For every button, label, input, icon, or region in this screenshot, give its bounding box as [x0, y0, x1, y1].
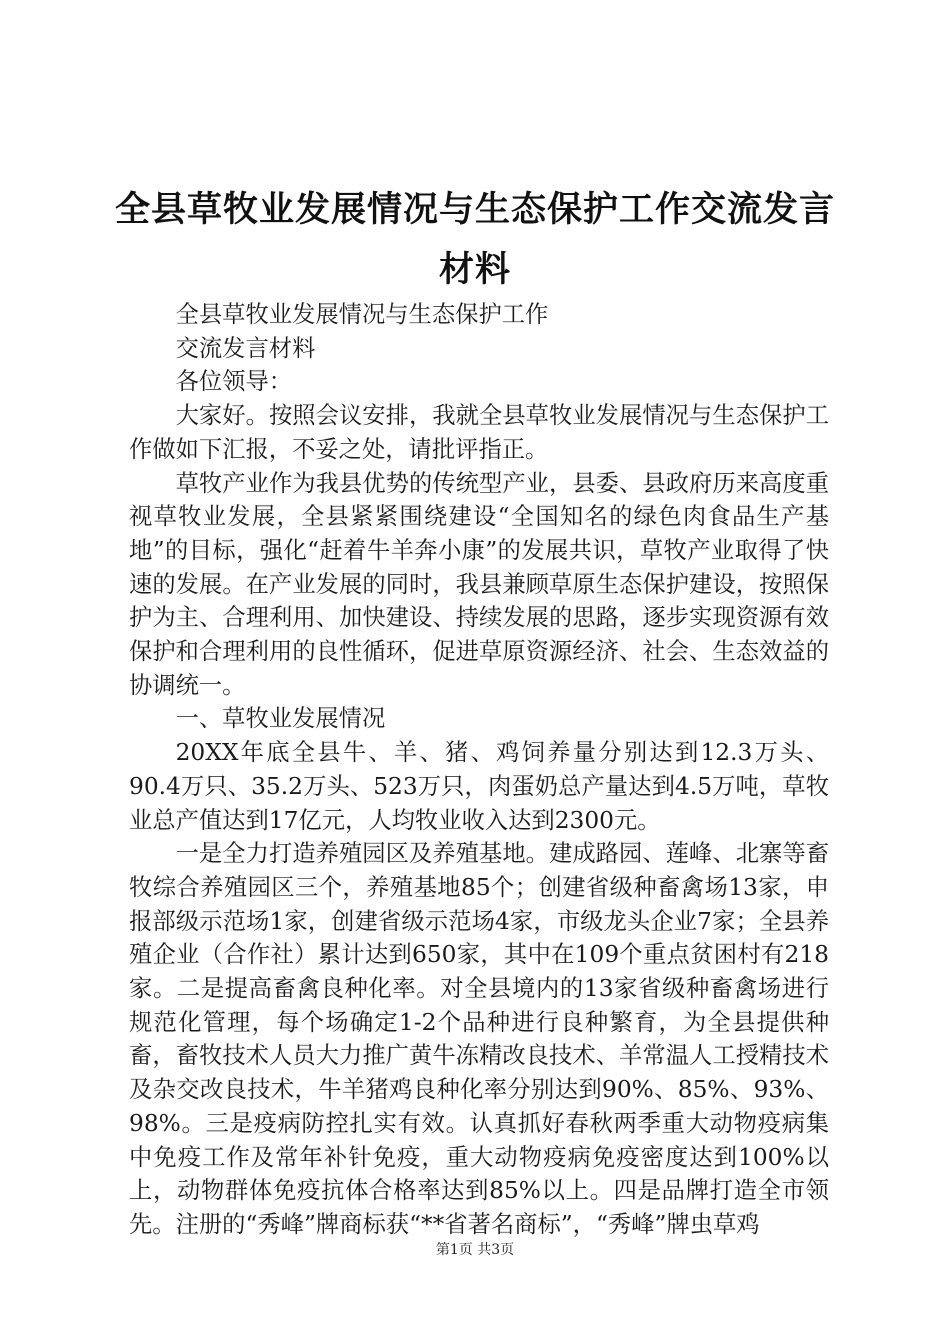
- page-footer: 第1页 共3页: [435, 1242, 515, 1258]
- section-heading: 一、草牧业发展情况: [175, 705, 386, 733]
- document-title-line-1: 全县草牧业发展情况与生态保护工作交流发言: [114, 190, 835, 230]
- salutation: 各位领导：: [175, 368, 293, 396]
- body-paragraph: 全县草牧业发展情况与生态保护工作: [175, 301, 549, 328]
- body-paragraph: 交流发言材料: [175, 334, 316, 362]
- body-paragraph: 草牧产业作为我县优势的传统型产业，县委、县政府历来高度重视草牧业发展，全县紧紧围绕建设“全国知名的绿色肉食品生产基地”的目标，强化“赶着牛羊奔小康”的发展共识，草牧产业取得了快速的发展。在产业发展的同时，我县兼顾草原生态保护建设，按照保护为主、合理利用、加快建设、持续发展的思路，逐步实现资源有效保护和合理利用的良性循环，促进草原资源经济、社会、生态效益的协调统一。: [129, 469, 829, 699]
- body-paragraph: 一是全力打造养殖园区及养殖基地。建成路园、莲峰、北寨等畜牧综合养殖园区三个，养殖基地85个；创建省级种畜禽场13家，申报部级示范场1家，创建省级示范场4家，市级龙头企业7家；全县养殖企业（合作社）累计达到650家，其中在109个重点贫困村有218家。二是提高畜禽良种化率。对全县境内的13家省级种畜禽场进行规范化管理，每个场确定1-2个品种进行良种繁育，为全县提供种畜，畜牧技术人员大力推广黄牛冻精改良技术、羊常温人工授精技术及杂交改良技术，牛羊猪鸡良种化率分别达到90%、85%、93%、98%。三是疫病防控扎实有效。认真抓好春秋两季重大动物疫病集中免疫工作及常年补针免疫，重大动物疫病免疫密度达到100%以上，动物群体免疫抗体合格率达到85%以上。四是品牌打造全市领先。注册的“秀峰”牌商标获“**省著名商标”，“秀峰”牌虫草鸡: [129, 840, 829, 1238]
- body-paragraph: 20XX年底全县牛、羊、猪、鸡饲养量分别达到12.3万头、90.4万只、35.2万头、523万只，肉蛋奶总产量达到4.5万吨，草牧业总产值达到17亿元，人均牧业收入达到2300元。: [129, 739, 829, 834]
- document-body: [129, 298, 829, 1242]
- body-paragraph: 大家好。按照会议安排，我就全县草牧业发展情况与生态保护工作做如下汇报，不妥之处，请批评指正。: [129, 402, 829, 463]
- document-title-line-2: 材料: [438, 250, 511, 290]
